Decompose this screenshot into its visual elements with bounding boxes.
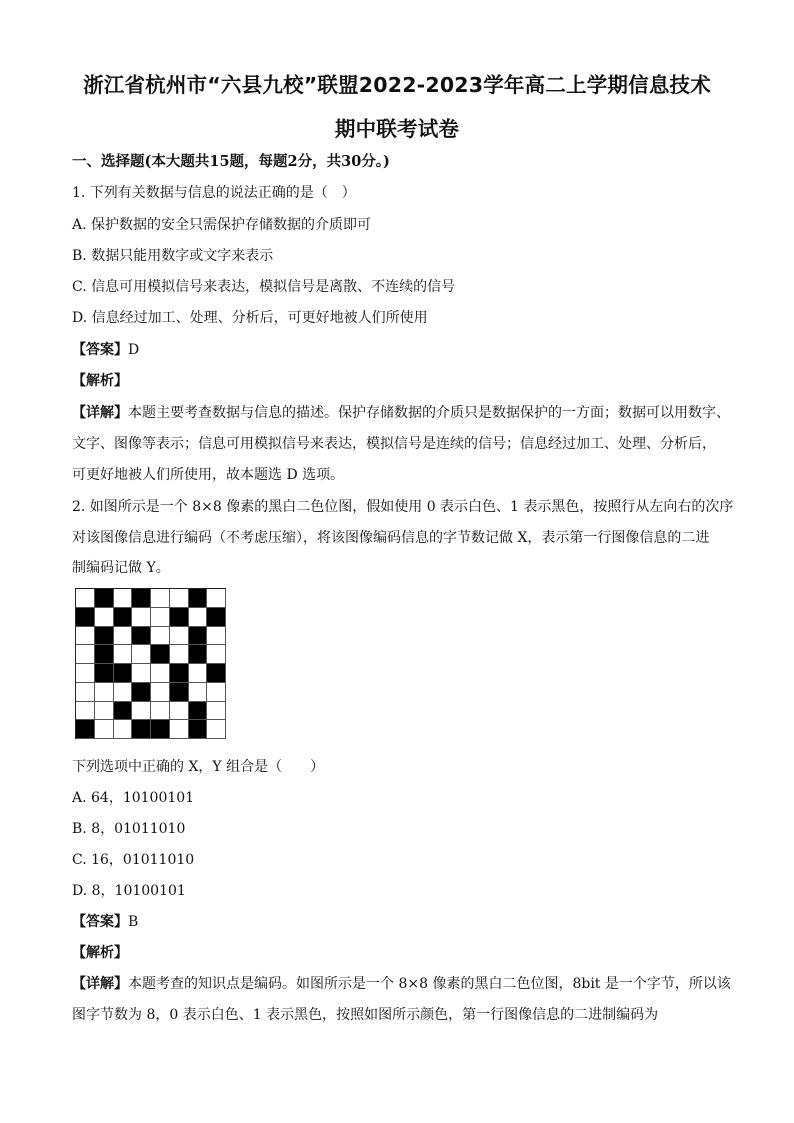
q2-option-a: A. 64，10100101 <box>72 790 195 806</box>
bitmap-pixel <box>170 608 189 627</box>
bitmap-pixel <box>95 664 114 683</box>
bitmap-pixel <box>114 608 133 627</box>
bitmap-pixel <box>132 683 151 702</box>
q1-answer <box>72 339 139 359</box>
bitmap-pixel <box>151 608 170 627</box>
bitmap-pixel <box>189 589 208 608</box>
bitmap-pixel <box>207 664 226 683</box>
bitmap-pixel <box>151 589 170 608</box>
q1-answer-value: D <box>128 342 140 358</box>
bitmap-pixel <box>189 645 208 664</box>
q2-stem-line-3: 制编码记做 Y。 <box>72 560 170 576</box>
bitmap-pixel <box>207 683 226 702</box>
bitmap-pixel <box>114 720 133 739</box>
bitmap-pixel <box>76 645 95 664</box>
bitmap-pixel <box>207 627 226 646</box>
bitmap-pixel <box>132 645 151 664</box>
q2-answer <box>72 911 138 931</box>
bitmap-pixel <box>76 683 95 702</box>
bitmap-pixel <box>170 720 189 739</box>
q2-stem-line-1: 2. 如图所示是一个 8×8 像素的黑白二色位图，假如使用 0 表示白色、1 表示黑色，按照行从左向右的次序 <box>72 499 734 515</box>
q1-option-a: A. 保护数据的安全只需保护存储数据的介质即可 <box>72 217 372 233</box>
bitmap-pixel <box>76 664 95 683</box>
bitmap-pixel <box>207 589 226 608</box>
bitmap-8x8-figure <box>75 588 226 739</box>
q1-detail-line-2: 文字、图像等表示；信息可用模拟信号来表达，模拟信号是连续的信号；信息经过加工、处理、分析后， <box>72 436 716 452</box>
exam-title-line-2: 期中联考试卷 <box>334 117 460 141</box>
bitmap-pixel <box>76 627 95 646</box>
section-heading: 一、选择题(本大题共15题，每题2分，共30分。) <box>72 153 390 170</box>
bitmap-pixel <box>207 702 226 721</box>
bitmap-pixel <box>170 627 189 646</box>
q1-option-b: B. 数据只能用数字或文字来表示 <box>72 248 274 264</box>
bitmap-pixel <box>189 683 208 702</box>
bitmap-pixel <box>170 589 189 608</box>
q1-option-c: C. 信息可用模拟信号来表达，模拟信号是离散、不连续的信号 <box>72 279 456 295</box>
bitmap-pixel <box>132 702 151 721</box>
bitmap-pixel <box>207 608 226 627</box>
bitmap-pixel <box>114 664 133 683</box>
bitmap-pixel <box>189 627 208 646</box>
q1-answer-tag: 【答案】 <box>72 342 128 358</box>
bitmap-pixel <box>114 683 133 702</box>
bitmap-pixel <box>207 645 226 664</box>
bitmap-pixel <box>76 702 95 721</box>
bitmap-pixel <box>151 683 170 702</box>
q1-analysis-tag: 【解析】 <box>72 373 128 389</box>
q2-detail-line-1 <box>72 973 731 993</box>
bitmap-pixel <box>132 720 151 739</box>
bitmap-pixel <box>95 627 114 646</box>
bitmap-pixel <box>189 664 208 683</box>
bitmap-pixel <box>95 702 114 721</box>
bitmap-pixel <box>114 627 133 646</box>
q2-detail-tag: 【详解】 <box>72 976 128 992</box>
bitmap-pixel <box>151 720 170 739</box>
bitmap-pixel <box>76 589 95 608</box>
bitmap-pixel <box>207 720 226 739</box>
bitmap-pixel <box>151 645 170 664</box>
bitmap-pixel <box>132 608 151 627</box>
q2-detail-text-1: 本题考查的知识点是编码。如图所示是一个 8×8 像素的黑白二色位图，8bit 是一个字节，所以该 <box>128 976 731 992</box>
bitmap-pixel <box>189 720 208 739</box>
q1-detail-tag: 【详解】 <box>72 405 128 421</box>
q2-answer-value: B <box>128 914 139 930</box>
bitmap-pixel <box>95 720 114 739</box>
bitmap-pixel <box>151 627 170 646</box>
bitmap-pixel <box>114 702 133 721</box>
q2-answer-tag: 【答案】 <box>72 914 128 930</box>
q2-prompt: 下列选项中正确的 X，Y 组合是（ ） <box>72 759 325 775</box>
bitmap-pixel <box>170 645 189 664</box>
q1-detail-text-1: 本题主要考查数据与信息的描述。保护存储数据的介质只是数据保护的一方面；数据可以用数字、 <box>128 405 730 421</box>
q2-stem-line-2: 对该图像信息进行编码（不考虑压缩），将该图像编码信息的字节数记做 X，表示第一行图像信息的二进 <box>72 530 710 546</box>
bitmap-pixel <box>95 683 114 702</box>
bitmap-pixel <box>132 664 151 683</box>
bitmap-pixel <box>189 702 208 721</box>
q2-analysis-tag: 【解析】 <box>72 945 128 961</box>
bitmap-pixel <box>132 627 151 646</box>
bitmap-pixel <box>95 608 114 627</box>
q2-option-d: D. 8，10100101 <box>72 883 186 899</box>
bitmap-pixel <box>114 589 133 608</box>
bitmap-pixel <box>189 608 208 627</box>
q1-stem: 1. 下列有关数据与信息的说法正确的是（ ） <box>72 185 356 201</box>
q1-detail-line-3: 可更好地被人们所使用，故本题选 D 选项。 <box>72 467 345 483</box>
q1-detail-line-1 <box>72 402 730 422</box>
bitmap-pixel <box>95 589 114 608</box>
q2-option-b: B. 8，01011010 <box>72 821 186 837</box>
bitmap-pixel <box>132 589 151 608</box>
q2-option-c: C. 16，01011010 <box>72 852 195 868</box>
bitmap-pixel <box>151 702 170 721</box>
q1-option-d: D. 信息经过加工、处理、分析后，可更好地被人们所使用 <box>72 310 428 326</box>
bitmap-pixel <box>170 664 189 683</box>
bitmap-pixel <box>170 683 189 702</box>
q2-detail-line-2: 图字节数为 8，0 表示白色、1 表示黑色，按照如图所示颜色，第一行图像信息的二进制编码为 <box>72 1007 659 1023</box>
bitmap-pixel <box>76 608 95 627</box>
bitmap-pixel <box>151 664 170 683</box>
bitmap-pixel <box>170 702 189 721</box>
bitmap-pixel <box>95 645 114 664</box>
bitmap-pixel <box>76 720 95 739</box>
exam-title-line-1: 浙江省杭州市“六县九校”联盟2022-2023学年高二上学期信息技术 <box>83 73 711 97</box>
bitmap-pixel <box>114 645 133 664</box>
